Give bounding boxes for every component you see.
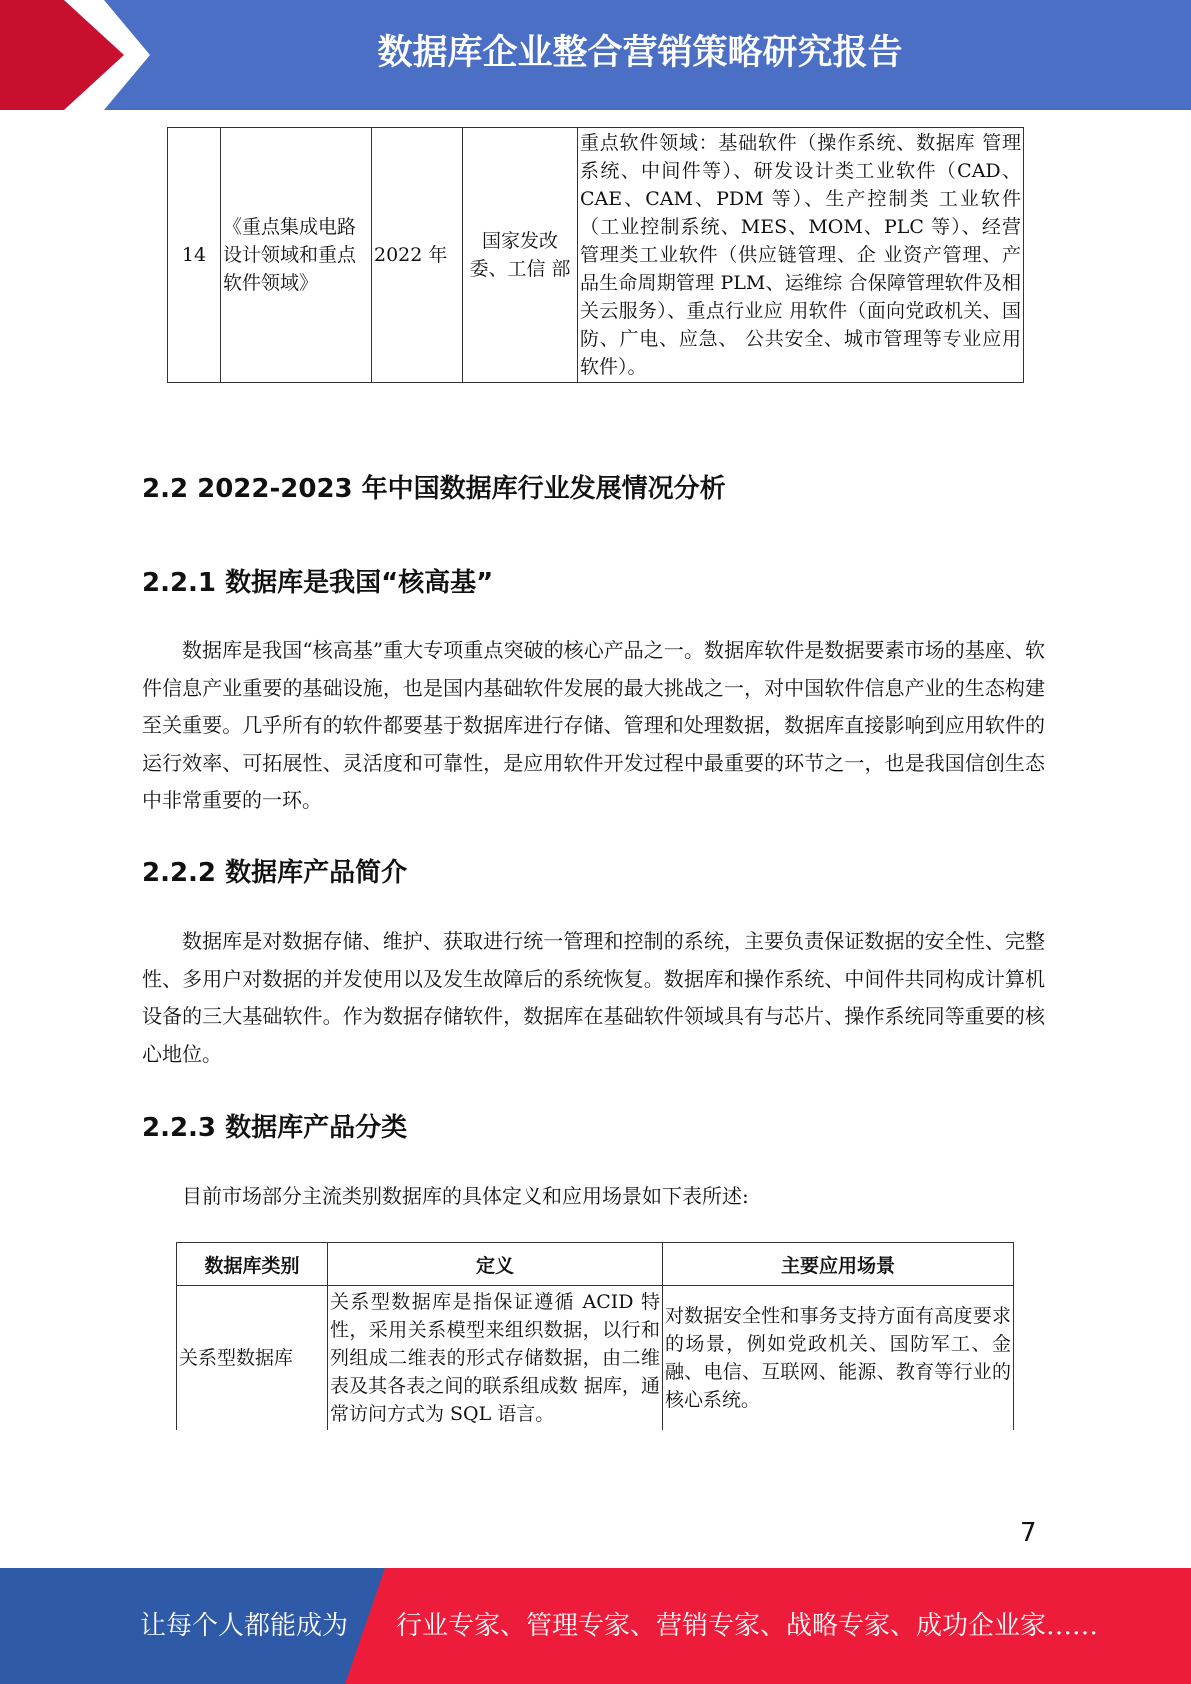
table-header-row (177, 1243, 1014, 1286)
table-row (168, 128, 1024, 383)
policy-table (167, 127, 1024, 383)
policy-department: 国家发改委、工信 部 (463, 128, 578, 383)
db-category: 关系型数据库 (177, 1286, 328, 1431)
section-2-2-3-intro: 目前市场部分主流类别数据库的具体定义和应用场景如下表所述: (182, 1184, 749, 1208)
section-2-2-1-heading: 2.2.1 数据库是我国“核高基” (142, 568, 494, 598)
header-category: 数据库类别 (177, 1243, 328, 1286)
row-number: 14 (168, 128, 221, 383)
table-row (177, 1286, 1014, 1431)
db-definition: 关系型数据库是指保证遵循 ACID 特性，采用关系模型来组织数据，以行和列组成二维表的形式存储数据，由二维表及其各表之间的联系组成数 据库，通常访问方式为 SQL 语言。 (328, 1286, 663, 1431)
policy-year: 2022 年 (372, 128, 463, 383)
footer-slogan-left: 让每个人都能成为 (140, 1611, 349, 1641)
policy-name: 《重点集成电路设计领域和重点软件领域》 (221, 128, 372, 383)
footer-banner (0, 1568, 1191, 1684)
header-definition: 定义 (328, 1243, 663, 1286)
page-number: 7 (1020, 1518, 1037, 1548)
header-scenario: 主要应用场景 (663, 1243, 1014, 1286)
section-2-2-1-paragraph: 数据库是我国“核高基”重大专项重点突破的核心产品之一。数据库软件是数据要素市场的基座、软件信息产业重要的基础设施，也是国内基础软件发展的最大挑战之一，对中国软件信息产业的生态构建至关重要。几乎所有的软件都要基于数据库进行存储、管理和处理数据，数据库直接影响到应用软件的运行效率、可拓展性、灵活度和可靠性，是应用软件开发过程中最重要的环节之一，也是我国信创生态中非常重要的一环。 (142, 638, 1045, 812)
db-scenario: 对数据安全性和事务支持方面有高度要求的场景，例如党政机关、国防军工、金融、电信、互联网、能源、教育等行业的核心系统。 (663, 1286, 1014, 1431)
database-category-table (176, 1242, 1014, 1430)
policy-description: 重点软件领域：基础软件（操作系统、数据库 管理系统、中间件等）、研发设计类工业软件（CAD、CAE、CAM、PDM 等）、生产控制类 工业软件（工业控制系统、MES、MOM、PLC 等）、经营管理类工业软件（供应链管理、企 业资产管理、产品生命周期管理 PLM、运维综 合保障管理软件及相关云服务）、重点行业应 用软件（面向党政机关、国防、广电、应急、 公共安全、城市管理等专业应用软件）。 (578, 128, 1024, 383)
section-2-2-2-paragraph: 数据库是对数据存储、维护、获取进行统一管理和控制的系统，主要负责保证数据的安全性、完整性、多用户对数据的并发使用以及发生故障后的系统恢复。数据库和操作系统、中间件共同构成计算机设备的三大基础软件。作为数据存储软件，数据库在基础软件领域具有与芯片、操作系统同等重要的核心地位。 (142, 929, 1045, 1066)
footer-slogan-right: 行业专家、管理专家、营销专家、战略专家、成功企业家…… (396, 1611, 1099, 1641)
section-2-2-2-heading: 2.2.2 数据库产品简介 (142, 858, 408, 888)
section-2-2-3-heading: 2.2.3 数据库产品分类 (142, 1113, 408, 1143)
header-banner (0, 0, 1191, 110)
document-title: 数据库企业整合营销策略研究报告 (377, 33, 903, 73)
section-2-2-heading: 2.2 2022-2023 年中国数据库行业发展情况分析 (142, 474, 726, 504)
